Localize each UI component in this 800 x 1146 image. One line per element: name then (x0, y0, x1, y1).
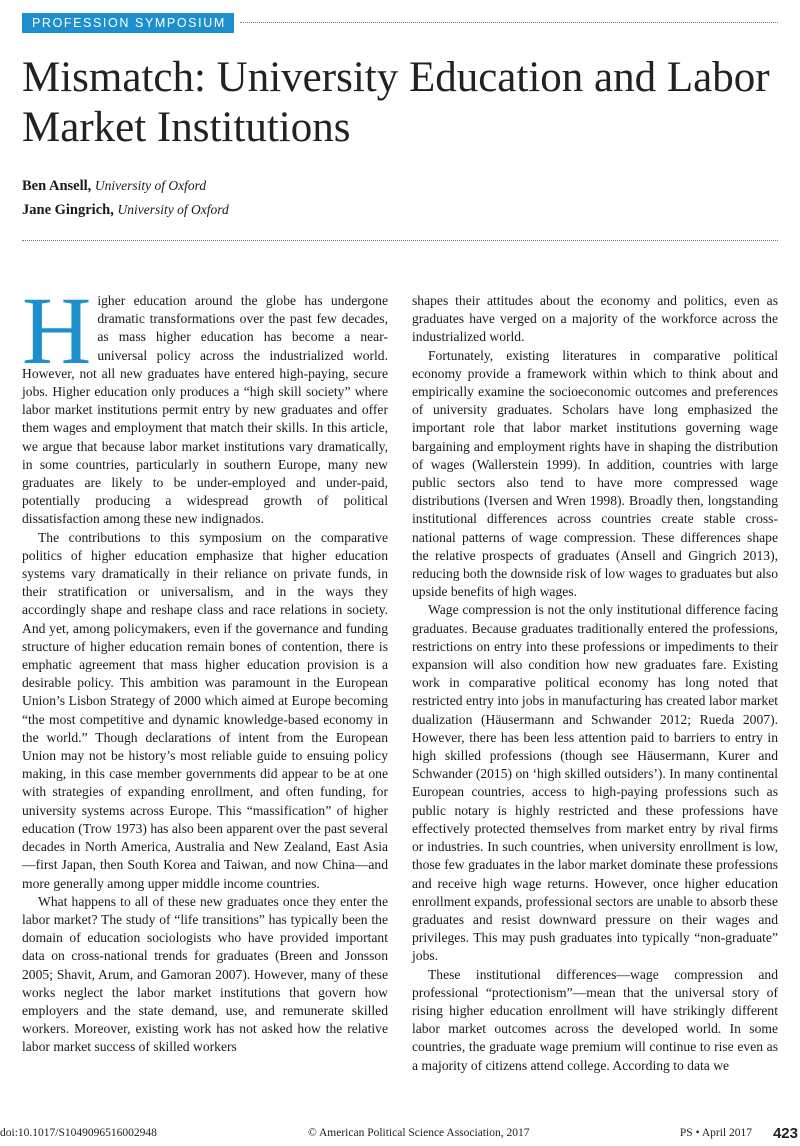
paragraph (22, 277, 388, 529)
author-name: Ben Ansell, (22, 178, 92, 194)
author-affiliation: University of Oxford (94, 178, 207, 193)
section-label: PROFESSION SYMPOSIUM (22, 13, 234, 33)
author-affiliation: University of Oxford (117, 202, 229, 217)
drop-cap: H (22, 277, 92, 384)
paragraph: The contributions to this symposium on the comparative politics of higher education emphasize that higher education systems vary dramatically in their reliance on private funds, in their stratification or universalism, and in the ways they accordingly shape and reshape class and race relations in society. And yet, among policymakers, even if the governance and funding structure of higher education remain bones of contention, there is emphatic agreement that mass higher education provision is a desirable policy. This ambition was paramount in the European Union’s Lisbon Strategy of 2000 which aimed at Europe becoming “the most competitive and dynamic knowledge-based economy in the world.” Though declarations of intent from the European Union may not be history’s most reliable guide to ensuing policy making, in this case member governments did appear to be at one with strategies of expanding enrollment, and often funding, for university systems across Europe. This “massification” of higher education (Trow 1973) has also been apparent over the past several decades in North America, Australia and New Zealand, East Asia—first Japan, then South Korea and Taiwan, and now China—and more generally among upper middle income countries. (22, 529, 388, 891)
journal-issue: PS • April 2017 (679, 1127, 752, 1139)
paragraph: shapes their attitudes about the economy and politics, even as graduates have verged on a majority of the workforce across the industrialized world. (412, 293, 778, 345)
body-column-right (412, 292, 778, 1075)
header-divider-bottom (22, 240, 778, 241)
author-1 (22, 174, 229, 198)
paragraph: Wage compression is not the only institutional difference facing graduates. Because graduates traditionally entered the professions, restrictions on entry into these professions or impediments to their expansion will also condition how new graduates fare. Existing work in comparative political economy has long noted that restricted entry into jobs in manufacturing has created labor market dualization (Häusermann and Schwander 2012; Rueda 2007). However, there has been less attention paid to barriers to entry in high skilled professions (though see Häusermann, Kurer and Schwander (2015) on ‘high skilled outsiders’). In many continental European countries, access to high-paying professions such as public notary is highly restricted and these professions have effectively protected themselves from market entry by rival firms or industries. In such countries, when university enrollment is low, those few graduates in the labor market dominate these professions and receive high wage returns. However, once higher education enrollment expands, professional sectors are unable to absorb these graduates and resist downward pressure on their wages and privileges. This may push graduates into typically “non-graduate” jobs. (412, 602, 778, 964)
body-column-left (22, 277, 388, 1057)
page-footer (0, 1127, 800, 1143)
paragraph-text: igher education around the globe has undergone dramatic transformations over the past few decades, as mass higher education has become a near-universal policy across the industrialized world. However, not all new graduates have entered high-paying, secure jobs. Higher education only produces a “high skill society” where labor market institutions permit entry by new graduates and offer them wages and employment that match their skills. In this article, we argue that because labor market institutions vary dramatically, in some countries, particularly in southern Europe, many new graduates are likely to be under-employed and under-paid, potentially producing a widespread growth of political dissatisfaction among these new indignados. (22, 293, 388, 527)
header-divider-top (240, 22, 778, 23)
page-number: 423 (772, 1125, 798, 1142)
copyright-notice: © American Political Science Association, 2017 (308, 1127, 530, 1139)
paragraph: Fortunately, existing literatures in comparative political economy provide a framework within which to think about and empirically examine the socioeconomic outcomes and preferences of university graduates. Scholars have long emphasized the important role that labor market institutions governing wage bargaining and employment rights have in shaping the distribution of wages (Wallerstein 1999). In addition, countries with large public sectors also tend to have more compressed wage distributions (Iversen and Wren 1998). Broadly then, longstanding institutional differences across countries create stable cross-national patterns of wage compression. These differences shape the relative prospects of graduates (Ansell and Gingrich 2013), reducing both the downside risk of low wages to graduates but also upside benefits of high wages. (412, 347, 778, 600)
author-list (22, 174, 229, 222)
author-name: Jane Gingrich, (22, 202, 114, 218)
paragraph: What happens to all of these new graduates once they enter the labor market? The study of “life transitions” has typically been the domain of education sociologists who have provided important data on cross-national trends for graduates (Breen and Jonsson 2005; Shavit, Arum, and Gamoran 2007). However, many of these works neglect the labor market institutions that govern how employers and the state demand, use, and remunerate skilled workers. Moreover, existing work has not asked how the relative labor market success of skilled workers (22, 893, 388, 1055)
article-title: Mismatch: University Education and Labor Market Institutions (22, 54, 770, 151)
doi-link[interactable]: doi:10.1017/S1049096516002948 (0, 1127, 157, 1139)
paragraph: These institutional differences—wage compression and professional “protectionism”—mean that the universal story of rising higher education enrollment will have strikingly different labor market outcomes across the developed world. In some countries, the graduate wage premium will continue to rise even as a majority of citizens attend college. According to data we (412, 966, 778, 1073)
author-2 (22, 198, 229, 222)
